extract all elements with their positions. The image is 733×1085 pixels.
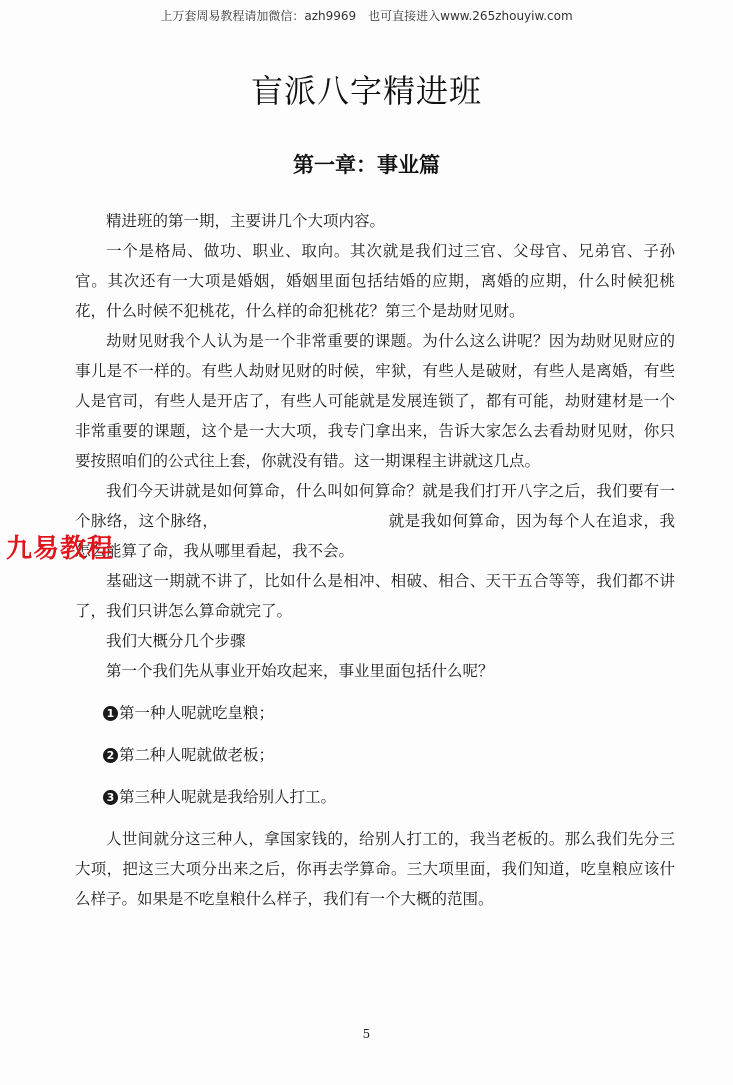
document-title: 盲派八字精进班 bbox=[250, 72, 482, 110]
list-item bbox=[103, 698, 675, 728]
paragraph-4-part-b: 就是我如何算命，因为每个人在追求，我怎么能算了命，我从哪里看起，我不会。 bbox=[75, 512, 675, 560]
paragraph-5: 基础这一期就不讲了，比如什么是相冲、相破、相合、天干五合等等，我们都不讲了，我们只讲怎么算命就完了。 bbox=[75, 572, 675, 620]
paragraph-7: 第一个我们先从事业开始攻起来，事业里面包括什么呢？ bbox=[106, 662, 494, 680]
paragraph-1: 精进班的第一期，主要讲几个大项内容。 bbox=[106, 212, 386, 230]
list-item bbox=[103, 740, 675, 770]
paragraph-4 bbox=[75, 476, 675, 566]
list-item-text: 第三种人呢就是我给别人打工。 bbox=[119, 788, 337, 806]
chapter-heading: 第一章：事业篇 bbox=[293, 153, 440, 177]
paragraph-6: 我们大概分几个步骤 bbox=[106, 632, 246, 650]
list-item-text: 第二种人呢就做老板； bbox=[119, 746, 275, 764]
watermark-logo: 九易教程 bbox=[6, 534, 115, 564]
page-number: 5 bbox=[362, 1027, 371, 1041]
circled-number-2: 2 bbox=[103, 748, 118, 763]
body-text bbox=[75, 206, 675, 914]
list-item-text: 第一种人呢就吃皇粮； bbox=[119, 704, 275, 722]
list-item bbox=[103, 782, 675, 812]
header-note: 上万套周易教程请加微信：azh9969 也可直接进入www.265zhouyiw.com bbox=[160, 9, 573, 23]
paragraph-2: 一个是格局、做功、职业、取向。其次就是我们过三官、父母官、兄弟官、子孙官。其次还有一大项是婚姻，婚姻里面包括结婚的应期，离婚的应期，什么时候犯桃花，什么时候不犯桃花，什么样的命犯桃花？第三个是劫财见财。 bbox=[75, 242, 675, 320]
paragraph-8: 人世间就分这三种人，拿国家钱的，给别人打工的，我当老板的。那么我们先分三大项，把这三大项分出来之后，你再去学算命。三大项里面，我们知道，吃皇粮应该什么样子。如果是不吃皇粮什么样子，我们有一个大概的范围。 bbox=[75, 830, 675, 908]
paragraph-4-part-a: 我们今天讲就是如何算命，什么叫如何算命？就是我们打开八字之后，我们要有一个脉络，这个脉络， bbox=[75, 482, 675, 530]
circled-number-3: 3 bbox=[103, 790, 118, 805]
paragraph-3: 劫财见财我个人认为是一个非常重要的课题。为什么这么讲呢？因为劫财见财应的事儿是不一样的。有些人劫财见财的时候，牢狱，有些人是破财，有些人是离婚，有些人是官司，有些人是开店了，有些人可能就是发展连锁了，都有可能，劫财建材是一个非常重要的课题，这个是一大大项，我专门拿出来，告诉大家怎么去看劫财见财，你只要按照咱们的公式往上套，你就没有错。这一期课程主讲就这几点。 bbox=[75, 332, 675, 470]
circled-number-1: 1 bbox=[103, 706, 118, 721]
